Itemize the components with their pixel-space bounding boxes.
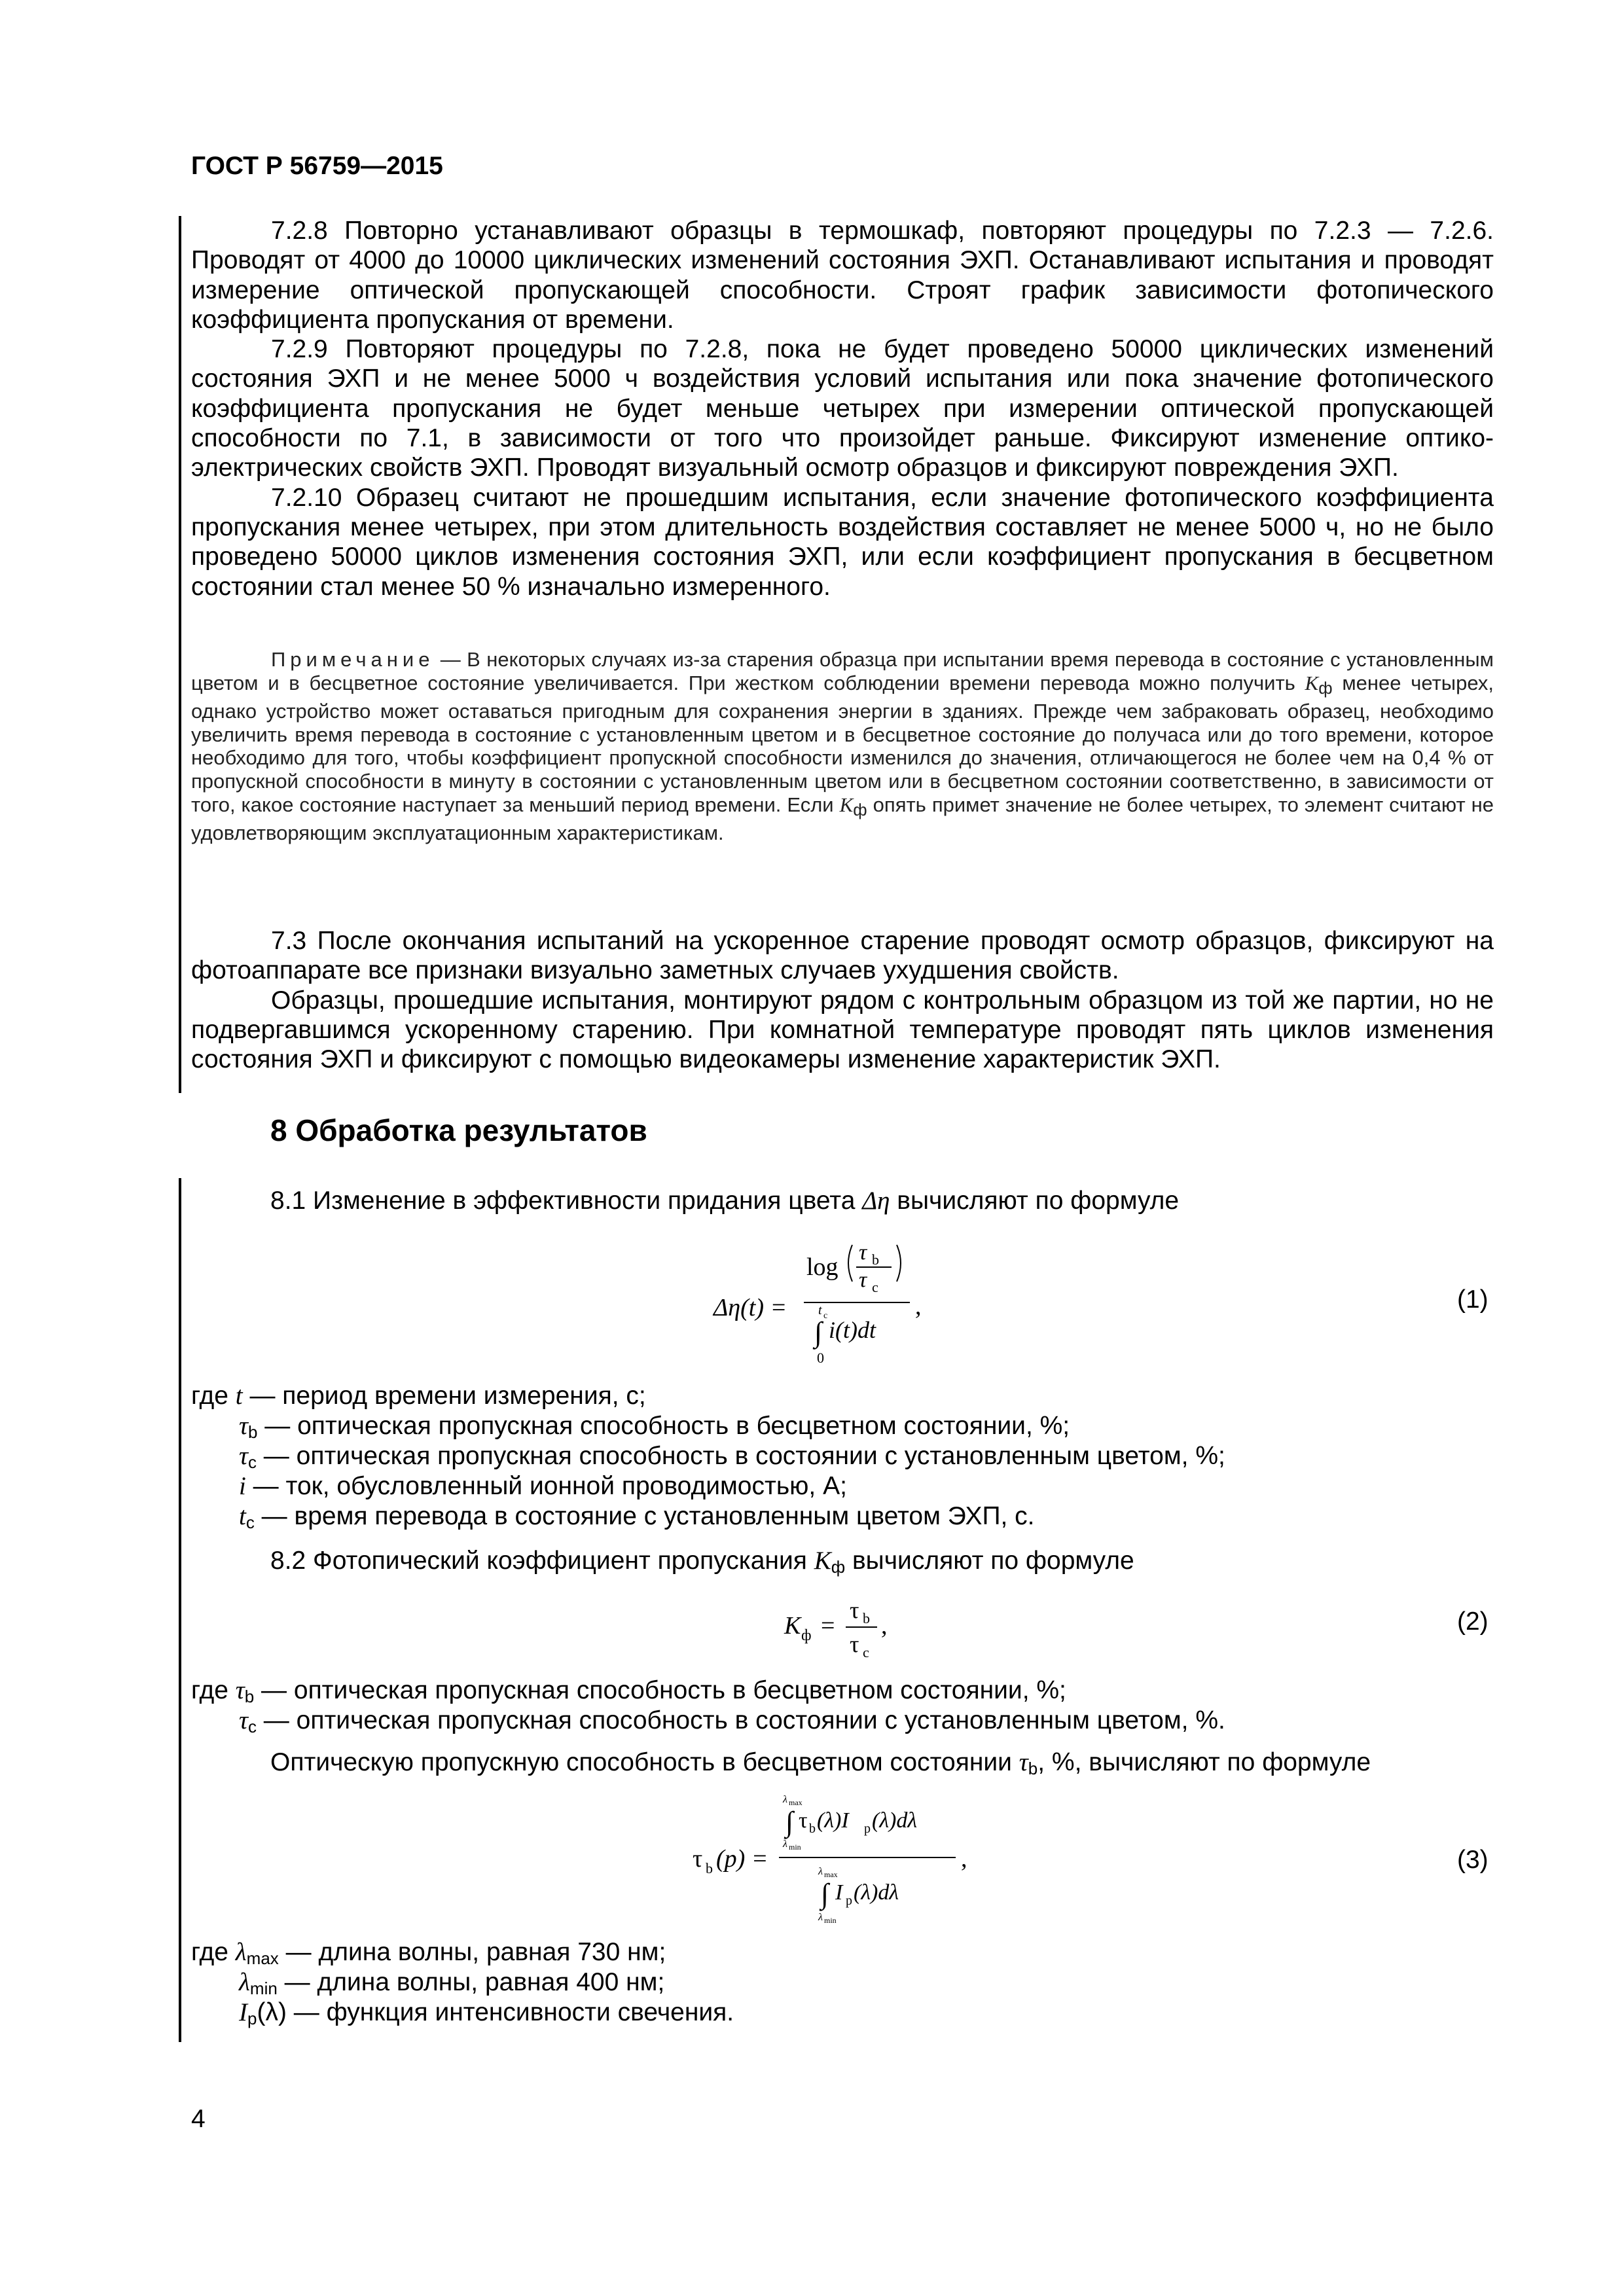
note-block — [191, 648, 1494, 845]
paragraphs-7-2 — [191, 216, 1494, 601]
eq1-paren-left — [848, 1245, 852, 1282]
paragraph-7-3-continued: Образцы, прошедшие испытания, монтируют рядом с контрольным образцом из той же партии, но не подвергавшимся ускоренному старению. При комнатной температуре проводят пять циклов изменения состояния ЭХП и фиксируют с помощью видеокамеры изменение характеристик ЭХП. — [191, 986, 1494, 1074]
eq3-den-i: I — [835, 1880, 843, 1905]
paragraph-7-2-9: 7.2.9 Повторяют процедуры по 7.2.8, пока не будет проведено 50000 циклических изменений состояния ЭХП и не менее 5000 ч воздействия условий испытания или пока значение фотопического коэффициента пропускания не будет меньше четырех при измерении оптической пропускающей способности по 7.1, в зависимости от того что произойдет раньше. Фиксируют изменение оптико-электрических свойств ЭХП. Проводят визуальный осмотр образцов и фиксируют повреждения ЭХП. — [191, 335, 1494, 482]
legend-eq3-intensity — [239, 1998, 734, 2034]
tau-b-symbol: τ — [1019, 1748, 1028, 1776]
eq3-num-upper: λ — [783, 1794, 787, 1805]
legend-text: — оптическая пропускная способность в состоянии с установленным цветом, %; — [256, 1442, 1225, 1470]
eq3-lhs-arg: (p) = — [716, 1845, 768, 1873]
legend-text: — функция интенсивности свечения. — [286, 1998, 734, 2026]
note-text-3: опять примет значение не более четырех, то элемент считают не удовлетворяющим эксплуатационным характеристикам. — [191, 793, 1494, 845]
eq2-tau-c-sub: c — [863, 1644, 869, 1660]
legend-eq2-tau-c — [239, 1706, 1225, 1742]
eq3-num-expr-sub: p — [864, 1821, 871, 1836]
paragraph-8-2 — [270, 1546, 1134, 1582]
eq3-den-sub: p — [846, 1893, 852, 1908]
legend-symbol: τ — [239, 1706, 248, 1734]
paragraph-8-1 — [270, 1186, 1179, 1216]
paragraph-7-2-10: 7.2.10 Образец считают не прошедшим испытания, если значение фотопического коэффициента пропускания менее четырех, при этом длительность воздействия составляет не менее 5000 ч, но не было проведено 50000 циклов изменения состояния ЭХП, или если коэффициент пропускания в бесцветном состоянии стал менее 50 % изначально измеренного. — [191, 483, 1494, 601]
eq3-den-integral: ∫ — [821, 1878, 829, 1910]
document-header: ГОСТ Р 56759—2015 — [191, 152, 443, 180]
legend-lead: где — [191, 1382, 236, 1410]
legend-symbol: λ — [239, 1968, 250, 1996]
paragraph-8-1-text: 8.1 Изменение в эффективности придания цвета — [270, 1187, 863, 1215]
eq3-num-expr: (λ)I — [817, 1808, 849, 1833]
eq3-lhs: τ — [693, 1845, 703, 1873]
legend-text: — оптическая пропускная способность в бесцветном состоянии, %; — [254, 1676, 1066, 1704]
kf-sub: ф — [831, 1557, 846, 1577]
equation-2-number: (2) — [1457, 1607, 1489, 1636]
revision-bar-top — [179, 216, 181, 1093]
eq3-num-expr-end: (λ)dλ — [872, 1808, 918, 1833]
legend-text: — длина волны, равная 400 нм; — [277, 1968, 665, 1996]
eq1-tau-b: τ — [859, 1240, 867, 1265]
legend-text: — оптическая пропускная способность в бесцветном состоянии, %; — [257, 1412, 1070, 1440]
legend-lead: где — [191, 1938, 236, 1966]
eq3-num-tau: τ — [799, 1808, 808, 1833]
legend-symbol: t — [235, 1382, 243, 1410]
legend-symbol-sub: c — [247, 1717, 257, 1736]
eq1-int-upper: t — [818, 1303, 822, 1318]
legend-symbol-sub: max — [246, 1948, 279, 1968]
legend-symbol-sub: c — [247, 1452, 257, 1472]
eq2-lhs: K — [784, 1612, 801, 1640]
page-number: 4 — [191, 2105, 206, 2133]
eq1-lhs: Δη(t) = — [713, 1294, 787, 1321]
legend-eq1-tc — [239, 1501, 1035, 1537]
eq3-den-lower-sub: min — [824, 1916, 837, 1925]
legend-symbol: τ — [239, 1412, 248, 1440]
paragraph-7-2-8: 7.2.8 Повторно устанавливают образцы в термошкаф, повторяют процедуры по 7.2.3 — 7.2.6. Проводят от 4000 до 10000 циклических изменений состояния ЭХП. Останавливают испытания и проводят измерение оптической пропускающей способности. Строят график зависимости фотопического коэффициента пропускания от времени. — [191, 217, 1494, 334]
eq2-lhs-sub: ф — [801, 1627, 812, 1644]
legend-symbol: τ — [235, 1676, 245, 1704]
eq2-tau-c: τ — [850, 1631, 859, 1657]
delta-eta-symbol: Δη — [862, 1187, 890, 1215]
eq3-num-integral: ∫ — [785, 1806, 794, 1838]
eq1-comma: , — [915, 1293, 922, 1320]
tau-b-sub: b — [1028, 1759, 1038, 1778]
paragraph-8-2-text-end: вычисляют по формуле — [845, 1547, 1134, 1575]
eq3-den-lower: λ — [818, 1912, 823, 1923]
eq1-log: log — [806, 1253, 839, 1281]
legend-symbol-tail: (λ) — [257, 1998, 287, 2026]
note-kf-symbol-2: K — [839, 793, 854, 816]
paragraph-8-1-text-end: вычисляют по формуле — [890, 1187, 1180, 1215]
equation-3 — [687, 1787, 988, 1937]
note-text-1: — В некоторых случаях из-за старения образца при испытании время перевода в состояние с установленным цветом и в бесцветное состояние увеличивается. При жестком соблюдении времени перевода можно получить — [191, 648, 1494, 694]
eq1-tau-c: τ — [859, 1268, 867, 1292]
note-text-2: менее четырех, однако устройство может оставаться пригодным для сохранения энергии в зданиях. Прежде чем забраковать образец, необходимо увеличить время перевода в состояние с установленным цветом и в бесцветное состояние до получаса или до того времени, которое необходимо для того, чтобы коэффициент пропускной способности изменился до значения, отличающегося не более чем на 0,4 % от пропускной способности в минуту в состоянии с установленным цветом или в бесцветном состоянии соответственно, в зависимости от того, какое состояние наступает за меньший период времени. Если — [191, 671, 1494, 816]
paragraph-formula-3-text: Оптическую пропускную способность в бесцветном состоянии — [270, 1748, 1019, 1776]
eq1-tau-c-sub: c — [872, 1279, 878, 1295]
paragraph-formula-3-intro — [270, 1748, 1371, 1784]
legend-eq1-t — [191, 1381, 646, 1411]
legend-symbol-sub: b — [244, 1687, 255, 1706]
paragraph-7-3: 7.3 После окончания испытаний на ускоренное старение проводят осмотр образцов, фиксируют на фотоаппарате все признаки визуально заметных случаев ухудшения свойств. — [191, 927, 1494, 985]
legend-eq1-i — [239, 1471, 847, 1501]
legend-text: — ток, обусловленный ионной проводимостью, А; — [245, 1472, 847, 1500]
legend-symbol: i — [239, 1472, 246, 1500]
eq3-den-upper-sub: max — [824, 1870, 838, 1879]
equation-3-number: (3) — [1457, 1846, 1489, 1874]
paragraph-8-2-text: 8.2 Фотопический коэффициент пропускания — [270, 1547, 814, 1575]
eq1-int-upper-sub: c — [823, 1311, 828, 1321]
legend-symbol: λ — [235, 1938, 247, 1966]
legend-symbol: I — [239, 1998, 247, 2026]
eq3-den-expr: (λ)dλ — [854, 1880, 899, 1905]
legend-text: — оптическая пропускная способность в состоянии с установленным цветом, %. — [256, 1706, 1225, 1734]
section-8-heading: 8 Обработка результатов — [270, 1113, 647, 1147]
eq2-equals: = — [821, 1612, 835, 1640]
equation-1 — [707, 1217, 943, 1381]
equation-1-number: (1) — [1457, 1285, 1489, 1314]
eq3-num-lower-sub: min — [789, 1842, 801, 1852]
legend-symbol: t — [239, 1502, 246, 1530]
legend-symbol-sub: b — [247, 1422, 258, 1442]
eq1-integral-sign: ∫ — [814, 1316, 823, 1348]
note-paragraph — [191, 648, 1494, 845]
note-label: Примечание — [271, 648, 435, 671]
eq3-comma: , — [961, 1845, 967, 1873]
eq3-lhs-sub: b — [706, 1860, 713, 1876]
legend-text: — длина волны, равная 730 нм; — [278, 1938, 666, 1966]
kf-symbol: K — [814, 1547, 831, 1575]
note-kf-symbol: K — [1305, 671, 1319, 694]
note-kf-sub: ф — [1318, 677, 1333, 698]
legend-symbol: τ — [239, 1442, 248, 1470]
legend-lead: где — [191, 1676, 236, 1704]
legend-symbol-sub: c — [245, 1513, 255, 1532]
eq2-comma: , — [881, 1612, 888, 1640]
legend-symbol-sub: min — [249, 1979, 278, 1998]
revision-bar-bottom — [179, 1178, 181, 2042]
eq2-tau-b-sub: b — [863, 1610, 870, 1626]
equation-2 — [779, 1584, 910, 1669]
legend-text: — время перевода в состояние с установленным цветом ЭХП, с. — [254, 1502, 1035, 1530]
eq1-tau-b-sub: b — [872, 1251, 879, 1268]
eq1-integrand: i(t)dt — [829, 1317, 876, 1343]
eq3-den-upper: λ — [818, 1866, 823, 1877]
legend-text: — период времени измерения, с; — [242, 1382, 646, 1410]
note-kf-sub-2: ф — [853, 799, 867, 819]
legend-symbol-sub: p — [247, 2009, 257, 2028]
eq2-tau-b: τ — [850, 1597, 859, 1623]
eq3-num-upper-sub: max — [789, 1798, 803, 1807]
paragraph-formula-3-text-end: , %, вычисляют по формуле — [1038, 1748, 1371, 1776]
eq1-paren-right — [897, 1245, 901, 1282]
eq3-num-lower: λ — [783, 1839, 787, 1850]
paragraphs-7-3 — [191, 926, 1494, 1074]
eq3-num-tau-sub: b — [809, 1821, 816, 1836]
eq1-int-lower: 0 — [817, 1350, 824, 1366]
